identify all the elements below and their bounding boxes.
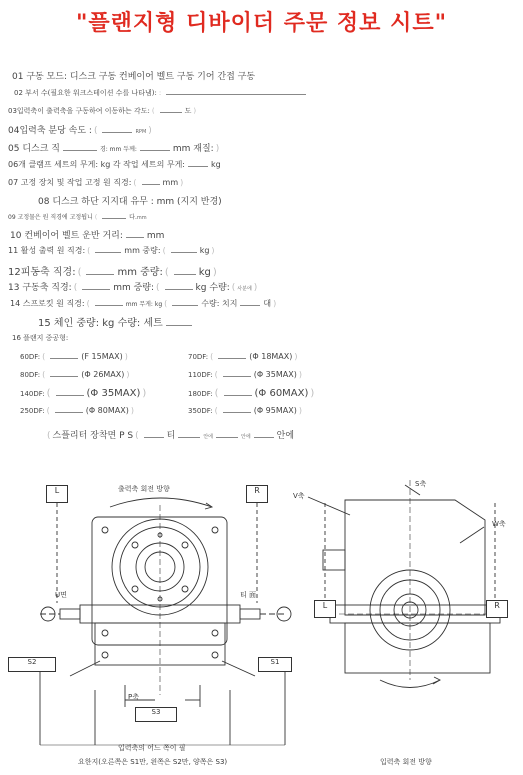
form-line-04: 04입력축 분당 속도 : ( RPM ) <box>8 126 152 136</box>
form-line-05-label: 05 디스크 직 <box>8 144 60 154</box>
form-line-11-weight: mm 중량: <box>124 246 161 255</box>
flange-model: 70DF: <box>188 353 209 361</box>
form-line-07-label: 07 고정 장치 및 작업 고정 원 직경: <box>8 178 132 187</box>
form-line-05-material: mm 재질: <box>172 144 214 154</box>
form-line-02: 02 부서 수(필요한 워크스테이션 수를 나타냄): : <box>14 88 309 98</box>
form-line-06-unit: kg <box>211 160 221 169</box>
form-line-14-weight: mm 무게: kg <box>125 301 163 308</box>
flange-bore-field[interactable] <box>50 358 78 359</box>
angle-unit: 도 <box>184 107 192 115</box>
fixture-circle-field[interactable] <box>102 218 126 219</box>
form-line-03: 03입력축이 출력축을 구동하여 이동하는 각도: ( 도 ) <box>8 107 197 115</box>
flange-max-size: (Φ 80MAX) <box>85 406 129 415</box>
drawing-svg <box>0 455 523 775</box>
flange-option: 60DF: ( (F 15MAX) ) <box>20 352 128 361</box>
page-title: "플랜지형 디바이더 주문 정보 시트" <box>75 11 448 36</box>
p-axis-label: P축 <box>128 693 139 701</box>
splitter-in-2: 안에 <box>241 434 251 440</box>
speed-unit: RPM <box>135 129 147 135</box>
form-line-14-unit: 대 <box>263 299 272 308</box>
form-line-06-label: 06개 클램프 세트의 무게: kg 각 작업 세트의 무게: <box>8 160 185 169</box>
splitter-t: 티 <box>166 431 176 441</box>
form-line-07-unit: mm <box>162 178 179 187</box>
form-line-03-label: 03입력축이 출력축을 구동하여 이동하는 각도: <box>8 107 150 115</box>
flange-max-size: (Φ 35MAX) <box>86 388 141 399</box>
workstation-count-field[interactable] <box>166 94 306 95</box>
form-line-13-quarter: 사분에 <box>237 286 252 292</box>
disc-diameter-field[interactable] <box>63 150 97 151</box>
driven-shaft-weight-field[interactable] <box>174 274 196 275</box>
form-line-14-label: 14 스프로킷 원 직경: <box>10 299 85 308</box>
output-weight-field[interactable] <box>171 252 197 253</box>
splitter-field-3[interactable] <box>216 437 238 438</box>
flange-option: 250DF: ( (Φ 80MAX) ) <box>20 406 134 415</box>
form-line-02-label: 02 부서 수(필요한 워크스테이션 수를 나타냄): <box>14 89 157 97</box>
form-line-11: 11 활성 출력 원 직경: ( mm 중량: ( kg ) <box>8 246 215 255</box>
note-line-2: 요한지(오른쪽은 S1만, 왼쪽은 S2만, 양쪽은 S3) <box>78 758 228 766</box>
left-box-l: L <box>46 485 68 503</box>
form-line-13-weight: mm 중량: <box>113 283 155 293</box>
flange-option: 180DF: ( (Φ 60MAX) ) <box>188 388 315 399</box>
form-line-05-thickness: 경: mm 두께: <box>99 146 137 153</box>
form-line-09-end: 다. <box>129 214 137 221</box>
flange-bore-field[interactable] <box>50 376 78 377</box>
sprocket-qty-field[interactable] <box>240 305 260 306</box>
driven-shaft-diameter-field[interactable] <box>86 274 114 275</box>
right-box-l: L <box>314 600 336 618</box>
flange-max-size: (Φ 18MAX) <box>249 352 293 361</box>
splitter-label: 스플리터 장착면 P S <box>52 431 134 441</box>
chain-set-field[interactable] <box>166 325 192 326</box>
v-axis-label: V축 <box>293 492 305 500</box>
flange-option: 80DF: ( (Φ 26MAX) ) <box>20 370 130 379</box>
flange-bore-field[interactable] <box>55 412 83 413</box>
speed-field[interactable] <box>102 132 132 133</box>
form-line-01: 01 구동 모드: 디스크 구동 컨베이어 벨트 구동 기어 간접 구동 <box>12 72 256 82</box>
fixture-diameter-field[interactable] <box>142 184 160 185</box>
output-circle-field[interactable] <box>95 252 121 253</box>
flange-bore-field[interactable] <box>224 395 252 396</box>
flange-bore-field[interactable] <box>56 395 84 396</box>
flange-model: 140DF: <box>20 390 45 398</box>
flange-max-size: (Φ 95MAX) <box>253 406 297 415</box>
flange-max-size: (F 15MAX) <box>81 352 123 361</box>
note-line-1: 입력축의 어느 쪽이 필 <box>118 744 186 752</box>
form-line-06 <box>8 159 221 170</box>
flange-model: 60DF: <box>20 353 41 361</box>
form-line-10-unit: mm <box>146 231 165 241</box>
s3-box: S3 <box>135 707 177 722</box>
form-line-12: 12피동축 직경: ( mm 중량: ( kg ) <box>8 267 217 278</box>
form-line-15-label: 15 체인 중량: kg 수량: 세트 <box>38 318 163 329</box>
flange-option: 350DF: ( (Φ 95MAX) ) <box>188 406 302 415</box>
flange-option: 140DF: ( (Φ 35MAX) ) <box>20 388 147 399</box>
form-line-07: 07 고정 장치 및 작업 고정 원 직경: ( mm ) <box>8 178 184 187</box>
drive-shaft-weight-field[interactable] <box>165 289 193 290</box>
form-line-04-label: 04입력축 분당 속도 : <box>8 126 92 136</box>
form-line-12-label: 12피동축 직경: <box>8 267 76 278</box>
form-line-12-unit: kg <box>198 267 211 278</box>
angle-field[interactable] <box>160 112 182 113</box>
splitter-in-3: 안에 <box>276 431 295 441</box>
disc-thickness-field[interactable] <box>140 150 170 151</box>
flange-max-size: (Φ 60MAX) <box>254 388 309 399</box>
form-line-05: 05 디스크 직 경: mm 두께: mm 재질: ) <box>8 144 220 154</box>
flange-bore-field[interactable] <box>223 412 251 413</box>
conveyor-distance-field[interactable] <box>126 237 144 238</box>
flange-max-size: (Φ 26MAX) <box>81 370 125 379</box>
splitter-field-2[interactable] <box>178 437 200 438</box>
work-set-weight-field[interactable] <box>188 166 208 167</box>
form-line-14-qty: 수량: 치지 <box>201 299 238 308</box>
form-line-08: 08 디스크 하단 지지대 유무 : mm (지지 반경) <box>38 197 222 207</box>
form-line-13: 13 구동축 직경: ( mm 중량: ( kg 수량: ( 사분에 ) <box>8 283 258 293</box>
form-line-09: 09 고정물은 원 직경에 고정됩니 ( 다.mm <box>8 214 147 221</box>
s2-box: S2 <box>8 657 56 672</box>
right-box-r: R <box>486 600 508 618</box>
form-line-09-label: 09 고정물은 원 직경에 고정됩니 <box>8 214 93 221</box>
flange-model: 110DF: <box>188 371 213 379</box>
form-line-15 <box>38 314 195 329</box>
drive-shaft-diameter-field[interactable] <box>82 289 110 290</box>
splitter-in-1: 안에 <box>203 434 213 440</box>
form-line-12-weight: mm 중량: <box>117 267 163 278</box>
flange-model: 250DF: <box>20 407 45 415</box>
form-line-09-unit: mm <box>136 215 147 221</box>
splitter-field-1[interactable] <box>144 437 164 438</box>
form-line-13-qty: kg 수량: <box>195 283 230 293</box>
form-line-11-unit: kg <box>199 246 210 255</box>
s-axis-label: S축 <box>415 480 427 488</box>
t-face-label: 티 面 <box>240 591 256 599</box>
flange-option: 70DF: ( (Φ 18MAX) ) <box>188 352 298 361</box>
technical-drawing <box>0 455 523 775</box>
form-line-13-label: 13 구동축 직경: <box>8 283 72 293</box>
input-rotation-label: 입력축 회전 방향 <box>380 758 432 766</box>
sprocket-weight-field[interactable] <box>172 305 198 306</box>
flange-bore-field[interactable] <box>223 376 251 377</box>
form-line-16: 16 플랜지 중공형: <box>12 334 69 342</box>
u-face-label: U면 <box>55 591 67 599</box>
flange-bore-field[interactable] <box>218 358 246 359</box>
s1-box: S1 <box>258 657 292 672</box>
flange-model: 350DF: <box>188 407 213 415</box>
splitter-line: ( 스플리터 장착면 P S ( 티 안에 안에 안에 <box>47 431 295 441</box>
flange-model: 180DF: <box>188 390 213 398</box>
sprocket-diameter-field[interactable] <box>95 305 123 306</box>
form-line-11-label: 11 활성 출력 원 직경: <box>8 246 86 255</box>
form-line-14: 14 스프로킷 원 직경: ( mm 무게: kg ( 수량: 치지 대 ) <box>10 299 277 308</box>
flange-model: 80DF: <box>20 371 41 379</box>
output-rotation-label: 출력축 회전 방향 <box>118 485 170 493</box>
w-axis-label: W축 <box>492 520 506 528</box>
left-box-r: R <box>246 485 268 503</box>
form-line-10 <box>10 228 164 241</box>
form-line-10-label: 10 컨베이어 벨트 운반 거리: <box>10 231 123 241</box>
flange-option: 110DF: ( (Φ 35MAX) ) <box>188 370 302 379</box>
flange-max-size: (Φ 35MAX) <box>253 370 297 379</box>
splitter-field-4[interactable] <box>254 437 274 438</box>
